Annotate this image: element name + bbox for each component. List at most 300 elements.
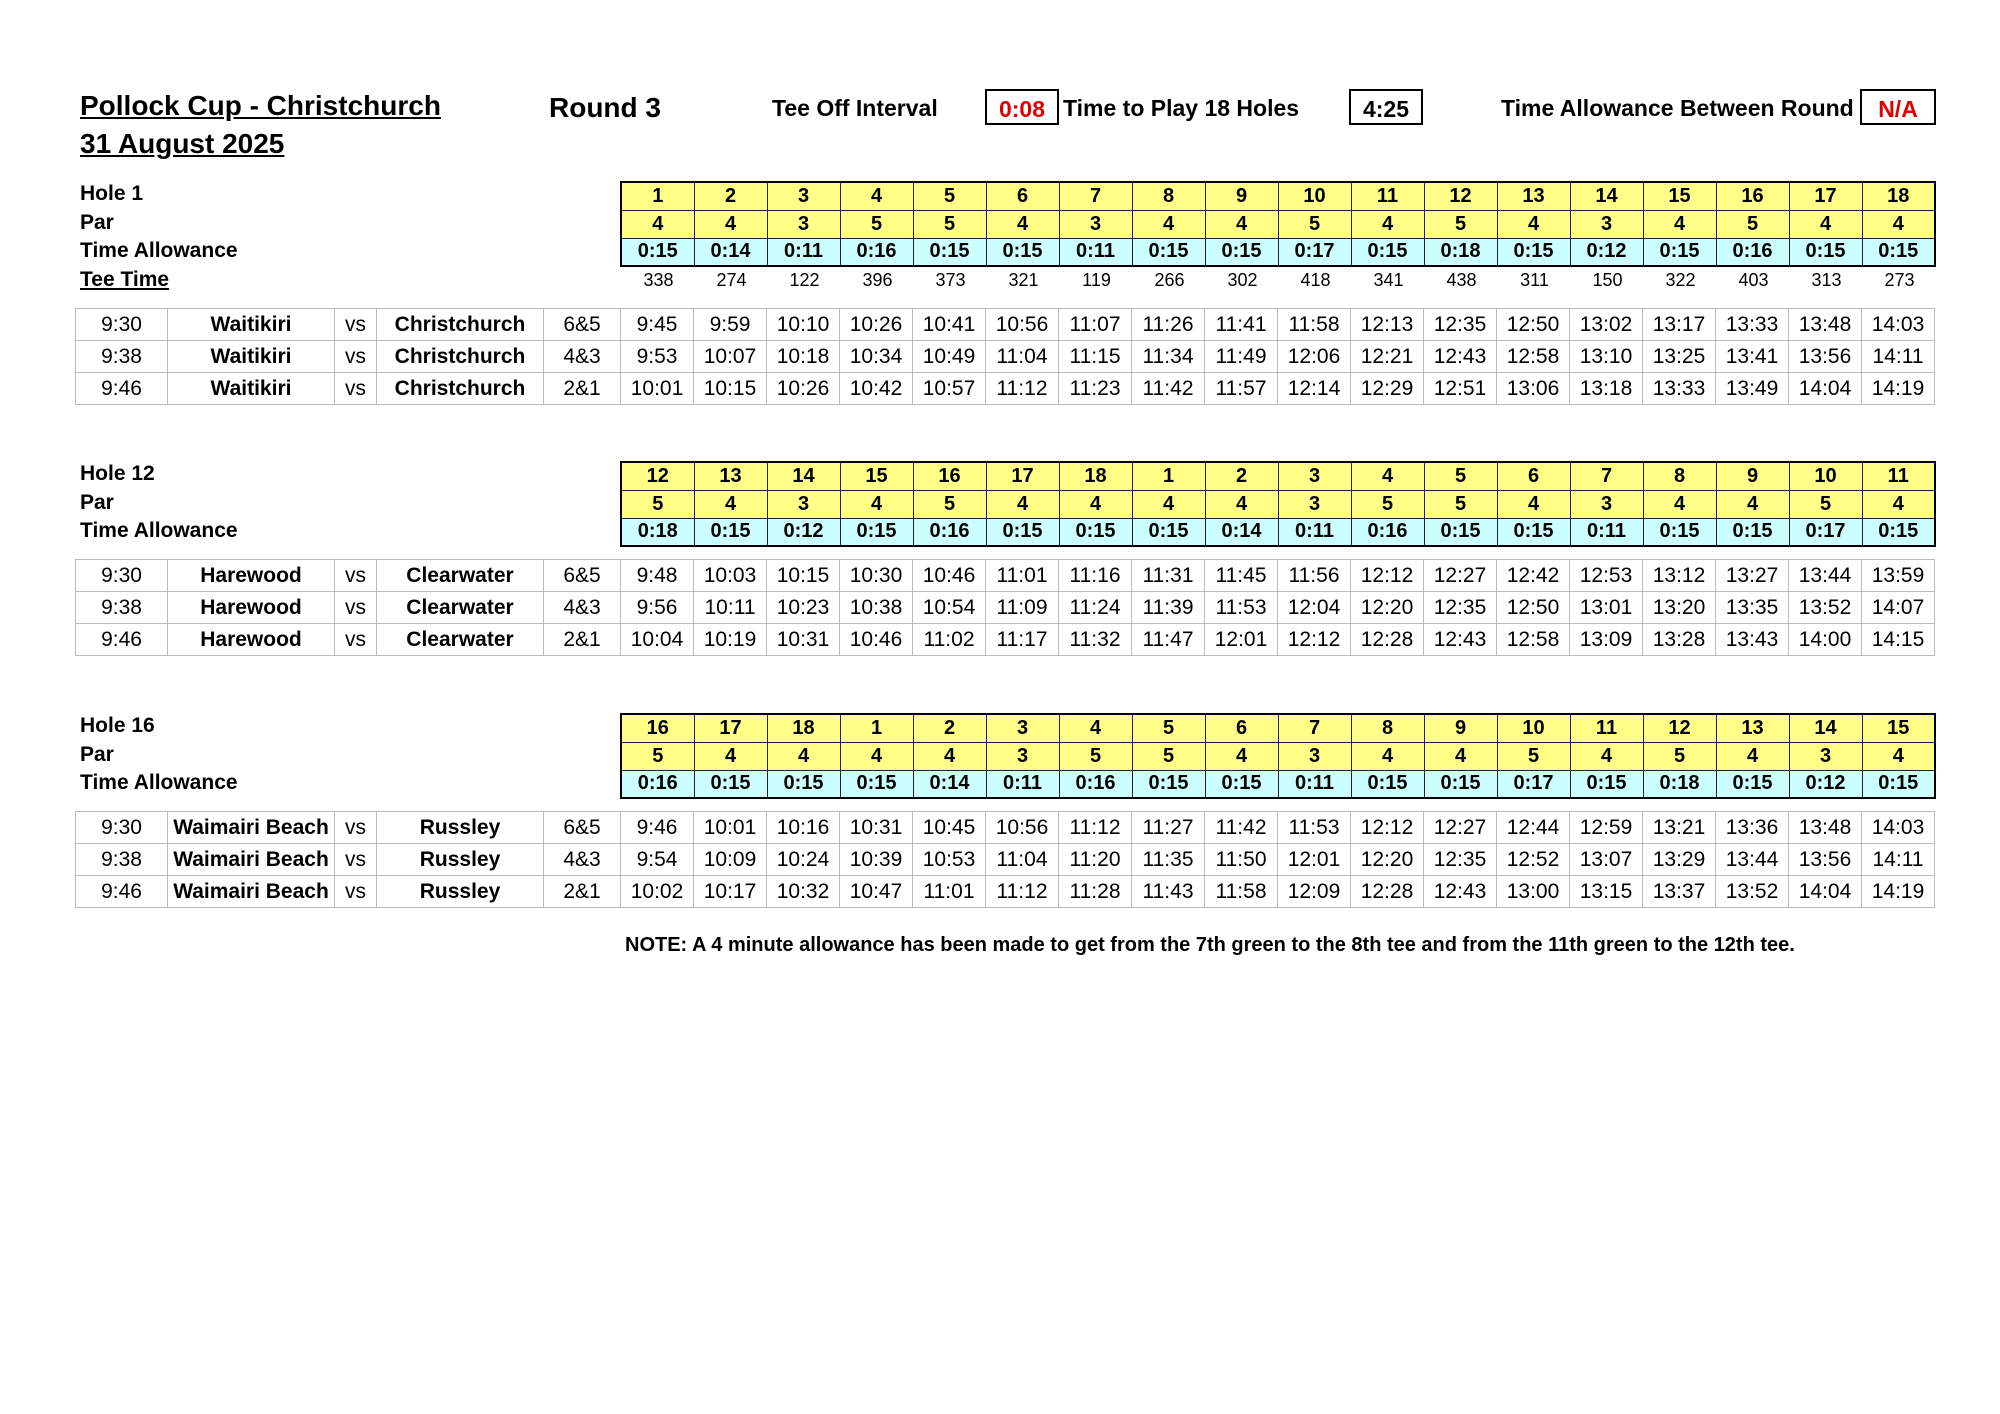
- par-label: Par: [80, 490, 114, 514]
- hole-time-cell: 11:01: [913, 876, 986, 908]
- hole-number-row-cell: 17: [1789, 182, 1862, 210]
- hole-time-cell: 10:01: [621, 373, 694, 405]
- time-allowance-row-cell: 0:14: [913, 770, 986, 798]
- away-club-cell: Russley: [377, 876, 544, 908]
- hole-number-row-cell: 15: [1643, 182, 1716, 210]
- tee-time-cell: 9:38: [76, 592, 168, 624]
- hole-time-cell: 13:37: [1643, 876, 1716, 908]
- hole-time-cell: 11:01: [986, 560, 1059, 592]
- hole-time-cell: 9:59: [694, 309, 767, 341]
- par-row-cell: 3: [986, 742, 1059, 770]
- hole-number-row-cell: 10: [1789, 462, 1862, 490]
- time-allowance-row-cell: 0:16: [1351, 518, 1424, 546]
- result-cell: 6&5: [544, 812, 621, 844]
- par-row-cell: 4: [1862, 742, 1935, 770]
- time-allowance-row-cell: 0:11: [1570, 518, 1643, 546]
- hole-time-cell: 11:16: [1059, 560, 1132, 592]
- hole-time-cell: 12:42: [1497, 560, 1570, 592]
- hole-time-cell: 12:58: [1497, 624, 1570, 656]
- hole-time-cell: 13:00: [1497, 876, 1570, 908]
- home-club-cell: Harewood: [168, 592, 335, 624]
- hole-time-cell: 10:15: [767, 560, 840, 592]
- hole-number-row-cell: 11: [1351, 182, 1424, 210]
- hole-number-row-cell: 7: [1278, 714, 1351, 742]
- result-cell: 2&1: [544, 373, 621, 405]
- hole-number-row-cell: 9: [1716, 462, 1789, 490]
- hole-time-cell: 10:47: [840, 876, 913, 908]
- hole-time-cell: 13:49: [1716, 373, 1789, 405]
- hole-time-cell: 13:48: [1789, 309, 1862, 341]
- hole-number-row-cell: 13: [694, 462, 767, 490]
- hole-time-cell: 10:45: [913, 812, 986, 844]
- time-allowance-row-cell: 0:18: [621, 518, 694, 546]
- time-allowance-row-cell: 0:15: [621, 238, 694, 266]
- time-to-play-label: Time to Play 18 Holes: [1063, 95, 1300, 121]
- hole-time-cell: 12:12: [1278, 624, 1351, 656]
- yardage-table: [622, 266, 1936, 294]
- hole-number-row-cell: 10: [1278, 182, 1351, 210]
- hole-time-cell: 12:35: [1424, 592, 1497, 624]
- hole-info-table: [620, 461, 1936, 547]
- yardage-cell: 122: [789, 269, 820, 290]
- hole-number-row-cell: 11: [1570, 714, 1643, 742]
- hole-time-cell: 13:27: [1716, 560, 1789, 592]
- par-row-cell: 4: [621, 210, 694, 238]
- section-labels: [80, 180, 238, 294]
- result-cell: 4&3: [544, 592, 621, 624]
- hole-time-cell: 9:48: [621, 560, 694, 592]
- par-row-cell: 4: [1497, 210, 1570, 238]
- time-allowance-row-cell: 0:15: [1132, 518, 1205, 546]
- hole-number-row: [621, 182, 1935, 210]
- hole-time-cell: 11:43: [1132, 876, 1205, 908]
- time-to-play-value: 4:25: [1349, 89, 1423, 125]
- par-row-cell: 5: [1278, 210, 1351, 238]
- hole-time-cell: 12:51: [1424, 373, 1497, 405]
- hole-number-row-cell: 14: [1570, 182, 1643, 210]
- hole-number-row-cell: 3: [1278, 462, 1351, 490]
- hole-number-row-cell: 15: [1862, 714, 1935, 742]
- time-allowance-row-cell: 0:17: [1278, 238, 1351, 266]
- hole-time-cell: 12:35: [1424, 309, 1497, 341]
- time-allowance-row-cell: 0:15: [1424, 770, 1497, 798]
- page-date: 31 August 2025: [80, 128, 285, 159]
- hole-time-cell: 10:04: [621, 624, 694, 656]
- time-allowance-row-cell: 0:15: [1205, 770, 1278, 798]
- hole-time-cell: 13:59: [1862, 560, 1935, 592]
- vs-cell: vs: [335, 341, 377, 373]
- hole-number-row-cell: 18: [1862, 182, 1935, 210]
- hole-time-cell: 11:49: [1205, 341, 1278, 373]
- time-allowance-label: Time Allowance: [80, 519, 238, 542]
- time-allowance-row-cell: 0:15: [1132, 770, 1205, 798]
- hole-time-cell: 12:50: [1497, 309, 1570, 341]
- hole-time-cell: 11:58: [1205, 876, 1278, 908]
- hole-time-cell: 12:52: [1497, 844, 1570, 876]
- hole-time-cell: 12:04: [1278, 592, 1351, 624]
- par-row-cell: 4: [1789, 210, 1862, 238]
- home-club-cell: Waitikiri: [168, 341, 335, 373]
- par-row-cell: 4: [1716, 490, 1789, 518]
- hole-time-cell: 13:06: [1497, 373, 1570, 405]
- hole-time-cell: 11:39: [1132, 592, 1205, 624]
- time-allowance-row-cell: 0:11: [767, 238, 840, 266]
- yardage-cell: 373: [935, 269, 966, 290]
- time-allowance-row-cell: 0:15: [1862, 770, 1935, 798]
- hole-number-row-cell: 2: [913, 714, 986, 742]
- yardage-cell: 418: [1300, 269, 1331, 290]
- hole-time-cell: 13:52: [1716, 876, 1789, 908]
- time-allowance-row-cell: 0:15: [1862, 518, 1935, 546]
- yardage-cell: 150: [1592, 269, 1623, 290]
- par-row: [621, 742, 1935, 770]
- hole-time-cell: 12:43: [1424, 341, 1497, 373]
- time-allowance-row-cell: 0:15: [1497, 238, 1570, 266]
- time-allowance-row-cell: 0:18: [1424, 238, 1497, 266]
- par-row-cell: 5: [621, 490, 694, 518]
- time-allowance-row-cell: 0:16: [840, 238, 913, 266]
- result-cell: 6&5: [544, 309, 621, 341]
- hole-time-cell: 10:07: [694, 341, 767, 373]
- hole-time-cell: 10:42: [840, 373, 913, 405]
- hole-time-cell: 11:12: [986, 373, 1059, 405]
- par-row-cell: 4: [986, 210, 1059, 238]
- match-row: [76, 876, 1935, 908]
- hole-time-cell: 12:53: [1570, 560, 1643, 592]
- hole-number-row-cell: 3: [986, 714, 1059, 742]
- hole-time-cell: 9:46: [621, 812, 694, 844]
- hole-time-cell: 13:07: [1570, 844, 1643, 876]
- hole-time-cell: 10:02: [621, 876, 694, 908]
- time-allowance-label: Time Allowance: [80, 771, 238, 794]
- hole-time-cell: 13:56: [1789, 844, 1862, 876]
- home-club-cell: Waitikiri: [168, 309, 335, 341]
- time-allowance-row-cell: 0:15: [1424, 518, 1497, 546]
- hole-number-row-cell: 5: [1424, 462, 1497, 490]
- hole-time-cell: 11:41: [1205, 309, 1278, 341]
- time-between-rounds-value: N/A: [1860, 89, 1936, 125]
- hole-time-cell: 12:01: [1278, 844, 1351, 876]
- home-club-cell: Waitikiri: [168, 373, 335, 405]
- par-label: Par: [80, 742, 114, 766]
- hole-time-cell: 11:07: [1059, 309, 1132, 341]
- hole-label: Hole 16: [80, 714, 155, 737]
- round-label: Round 3: [549, 92, 661, 123]
- yardage-cell: 313: [1811, 269, 1842, 290]
- tee-time-cell: 9:46: [76, 373, 168, 405]
- hole-time-cell: 13:12: [1643, 560, 1716, 592]
- hole-time-cell: 9:54: [621, 844, 694, 876]
- yardage-cell: 273: [1884, 269, 1915, 290]
- par-row-cell: 4: [986, 490, 1059, 518]
- hole-time-cell: 10:46: [913, 560, 986, 592]
- par-row-cell: 5: [621, 742, 694, 770]
- result-cell: 4&3: [544, 341, 621, 373]
- hole-time-cell: 12:01: [1205, 624, 1278, 656]
- hole-time-cell: 12:43: [1424, 624, 1497, 656]
- hole-time-cell: 11:27: [1132, 812, 1205, 844]
- vs-cell: vs: [335, 560, 377, 592]
- hole-number-row-cell: 13: [1716, 714, 1789, 742]
- yardage-cell: 438: [1446, 269, 1477, 290]
- time-allowance-row-cell: 0:15: [1643, 238, 1716, 266]
- par-row-cell: 4: [1570, 742, 1643, 770]
- hole-number-row-cell: 7: [1059, 182, 1132, 210]
- hole-number-row-cell: 1: [621, 182, 694, 210]
- hole-time-cell: 11:42: [1132, 373, 1205, 405]
- tee-time-cell: 9:30: [76, 812, 168, 844]
- yardage-cell: 396: [862, 269, 893, 290]
- hole-time-cell: 11:04: [986, 844, 1059, 876]
- hole-time-cell: 13:28: [1643, 624, 1716, 656]
- hole-time-cell: 14:04: [1789, 876, 1862, 908]
- hole-time-cell: 11:26: [1132, 309, 1205, 341]
- match-row: [76, 341, 1935, 373]
- hole-time-cell: 10:31: [840, 812, 913, 844]
- hole-time-cell: 13:15: [1570, 876, 1643, 908]
- time-between-rounds-label: Time Allowance Between Round: [1501, 95, 1854, 121]
- hole-time-cell: 11:15: [1059, 341, 1132, 373]
- time-allowance-row-cell: 0:16: [621, 770, 694, 798]
- hole-time-cell: 12:59: [1570, 812, 1643, 844]
- hole-time-cell: 11:28: [1059, 876, 1132, 908]
- hole-time-cell: 10:09: [694, 844, 767, 876]
- hole-time-cell: 14:04: [1789, 373, 1862, 405]
- yardage-cell: 338: [643, 269, 674, 290]
- hole-number-row-cell: 17: [986, 462, 1059, 490]
- hole-time-cell: 11:53: [1205, 592, 1278, 624]
- away-club-cell: Russley: [377, 812, 544, 844]
- time-allowance-row-cell: 0:14: [694, 238, 767, 266]
- time-allowance-row-cell: 0:17: [1497, 770, 1570, 798]
- hole-number-row-cell: 2: [694, 182, 767, 210]
- par-row-cell: 5: [1059, 742, 1132, 770]
- hole-number-row-cell: 13: [1497, 182, 1570, 210]
- yardage-cell: 119: [1082, 269, 1111, 290]
- hole-number-row-cell: 18: [767, 714, 840, 742]
- par-row-cell: 4: [1351, 210, 1424, 238]
- away-club-cell: Clearwater: [377, 560, 544, 592]
- hole-time-cell: 14:19: [1862, 373, 1935, 405]
- hole-number-row-cell: 3: [767, 182, 840, 210]
- time-allowance-row-cell: 0:15: [694, 770, 767, 798]
- time-allowance-row-cell: 0:15: [1716, 518, 1789, 546]
- time-allowance-row-cell: 0:15: [986, 518, 1059, 546]
- par-row-cell: 5: [1424, 490, 1497, 518]
- par-row-cell: 5: [840, 210, 913, 238]
- hole-info-table: [620, 181, 1936, 267]
- par-row-cell: 4: [694, 490, 767, 518]
- tee-time-cell: 9:30: [76, 560, 168, 592]
- time-allowance-row-cell: 0:12: [1789, 770, 1862, 798]
- hole-time-cell: 12:28: [1351, 624, 1424, 656]
- section-labels: [80, 712, 238, 798]
- hole-time-cell: 11:45: [1205, 560, 1278, 592]
- time-allowance-row-cell: 0:12: [1570, 238, 1643, 266]
- time-allowance-row-cell: 0:16: [913, 518, 986, 546]
- vs-cell: vs: [335, 592, 377, 624]
- hole-time-cell: 10:49: [913, 341, 986, 373]
- hole-time-cell: 10:39: [840, 844, 913, 876]
- match-row: [76, 812, 1935, 844]
- hole-number-row-cell: 12: [621, 462, 694, 490]
- hole-time-cell: 9:45: [621, 309, 694, 341]
- par-row-cell: 4: [1205, 490, 1278, 518]
- par-row-cell: 4: [1205, 210, 1278, 238]
- hole-time-cell: 11:47: [1132, 624, 1205, 656]
- away-club-cell: Christchurch: [377, 309, 544, 341]
- par-row-cell: 3: [767, 490, 840, 518]
- match-row: [76, 624, 1935, 656]
- par-row-cell: 3: [1278, 490, 1351, 518]
- par-row-cell: 4: [840, 742, 913, 770]
- hole-time-cell: 13:33: [1643, 373, 1716, 405]
- hole-time-cell: 11:31: [1132, 560, 1205, 592]
- home-club-cell: Waimairi Beach: [168, 876, 335, 908]
- hole-time-cell: 10:11: [694, 592, 767, 624]
- par-row-cell: 4: [1862, 490, 1935, 518]
- par-row-cell: 4: [767, 742, 840, 770]
- time-allowance-row: [621, 518, 1935, 546]
- yardage-cell: 321: [1008, 269, 1039, 290]
- hole-number-row-cell: 15: [840, 462, 913, 490]
- par-row-cell: 4: [1351, 742, 1424, 770]
- hole-time-cell: 10:32: [767, 876, 840, 908]
- hole-time-cell: 10:16: [767, 812, 840, 844]
- hole-time-cell: 14:03: [1862, 309, 1935, 341]
- hole-time-cell: 11:20: [1059, 844, 1132, 876]
- hole-number-row-cell: 7: [1570, 462, 1643, 490]
- hole-time-cell: 13:41: [1716, 341, 1789, 373]
- hole-time-cell: 14:03: [1862, 812, 1935, 844]
- hole-time-cell: 12:13: [1351, 309, 1424, 341]
- hole-time-cell: 12:28: [1351, 876, 1424, 908]
- hole-time-cell: 10:56: [986, 812, 1059, 844]
- hole-time-cell: 11:09: [986, 592, 1059, 624]
- hole-time-cell: 11:42: [1205, 812, 1278, 844]
- time-allowance-row-cell: 0:15: [1643, 518, 1716, 546]
- hole-number-row-cell: 8: [1643, 462, 1716, 490]
- par-row-cell: 4: [1497, 490, 1570, 518]
- hole-time-cell: 13:44: [1789, 560, 1862, 592]
- hole-time-cell: 12:35: [1424, 844, 1497, 876]
- par-row-cell: 4: [1059, 490, 1132, 518]
- par-row-cell: 4: [1132, 210, 1205, 238]
- par-row-cell: 4: [1424, 742, 1497, 770]
- par-row-cell: 5: [913, 210, 986, 238]
- hole-number-row-cell: 4: [1059, 714, 1132, 742]
- hole-number-row-cell: 1: [840, 714, 913, 742]
- hole-number-row-cell: 5: [913, 182, 986, 210]
- hole-number-row-cell: 14: [1789, 714, 1862, 742]
- time-allowance-row-cell: 0:11: [986, 770, 1059, 798]
- footer-note: NOTE: A 4 minute allowance has been made to get from the 7th green to the 8th tee and from the 11th green to the 12th tee.: [625, 934, 1795, 956]
- par-row-cell: 3: [1278, 742, 1351, 770]
- hole-time-cell: 12:27: [1424, 812, 1497, 844]
- hole-time-cell: 10:26: [767, 373, 840, 405]
- par-row-cell: 3: [1789, 742, 1862, 770]
- hole-time-cell: 13:48: [1789, 812, 1862, 844]
- time-allowance-row: [621, 238, 1935, 266]
- hole-number-row-cell: 2: [1205, 462, 1278, 490]
- par-row-cell: 4: [694, 742, 767, 770]
- hole-time-cell: 11:58: [1278, 309, 1351, 341]
- par-row-cell: 5: [1132, 742, 1205, 770]
- hole-number-row-cell: 11: [1862, 462, 1935, 490]
- time-allowance-row-cell: 0:15: [1351, 238, 1424, 266]
- time-allowance-row-cell: 0:11: [1278, 518, 1351, 546]
- yardage-cell: 403: [1738, 269, 1769, 290]
- tee-time-cell: 9:46: [76, 624, 168, 656]
- hole-time-cell: 13:21: [1643, 812, 1716, 844]
- tee-off-interval-value: 0:08: [985, 89, 1059, 125]
- home-club-cell: Harewood: [168, 560, 335, 592]
- hole-time-cell: 11:53: [1278, 812, 1351, 844]
- hole-number-row-cell: 1: [1132, 462, 1205, 490]
- hole-time-cell: 11:12: [1059, 812, 1132, 844]
- hole-time-cell: 14:11: [1862, 341, 1935, 373]
- hole-time-cell: 10:03: [694, 560, 767, 592]
- result-cell: 4&3: [544, 844, 621, 876]
- tee-time-cell: 9:38: [76, 844, 168, 876]
- hole-time-cell: 12:12: [1351, 560, 1424, 592]
- hole-number-row-cell: 16: [913, 462, 986, 490]
- hole-number-row-cell: 12: [1643, 714, 1716, 742]
- vs-cell: vs: [335, 309, 377, 341]
- hole-time-cell: 11:12: [986, 876, 1059, 908]
- par-row-cell: 4: [1132, 490, 1205, 518]
- time-allowance-row-cell: 0:15: [1205, 238, 1278, 266]
- par-row-cell: 5: [1716, 210, 1789, 238]
- hole-number-row-cell: 9: [1205, 182, 1278, 210]
- hole-time-cell: 9:53: [621, 341, 694, 373]
- hole-time-cell: 13:56: [1789, 341, 1862, 373]
- hole-time-cell: 12:58: [1497, 341, 1570, 373]
- par-row-cell: 4: [840, 490, 913, 518]
- hole-time-cell: 11:35: [1132, 844, 1205, 876]
- hole-time-cell: 10:46: [840, 624, 913, 656]
- hole-number-row-cell: 10: [1497, 714, 1570, 742]
- yardage-cell: 274: [716, 269, 747, 290]
- home-club-cell: Waimairi Beach: [168, 812, 335, 844]
- hole-time-cell: 12:06: [1278, 341, 1351, 373]
- hole-time-cell: 14:15: [1862, 624, 1935, 656]
- hole-info-table: [620, 713, 1936, 799]
- hole-time-cell: 12:21: [1351, 341, 1424, 373]
- hole-time-cell: 10:31: [767, 624, 840, 656]
- hole-time-cell: 10:15: [694, 373, 767, 405]
- result-cell: 6&5: [544, 560, 621, 592]
- yardage-cell: 311: [1520, 269, 1549, 290]
- yardage-row: [622, 266, 1936, 294]
- par-label: Par: [80, 210, 114, 234]
- hole-number-row-cell: 5: [1132, 714, 1205, 742]
- vs-cell: vs: [335, 812, 377, 844]
- yardage-cell: 341: [1373, 269, 1404, 290]
- hole-time-cell: 11:57: [1205, 373, 1278, 405]
- par-row-cell: 5: [1643, 742, 1716, 770]
- hole-number-row-cell: 8: [1132, 182, 1205, 210]
- par-row-cell: 4: [694, 210, 767, 238]
- hole-time-cell: 13:52: [1789, 592, 1862, 624]
- par-row-cell: 4: [1862, 210, 1935, 238]
- hole-time-cell: 10:41: [913, 309, 986, 341]
- hole-time-cell: 13:35: [1716, 592, 1789, 624]
- par-row-cell: 5: [1351, 490, 1424, 518]
- hole-time-cell: 11:02: [913, 624, 986, 656]
- away-club-cell: Clearwater: [377, 592, 544, 624]
- time-allowance-row-cell: 0:15: [1132, 238, 1205, 266]
